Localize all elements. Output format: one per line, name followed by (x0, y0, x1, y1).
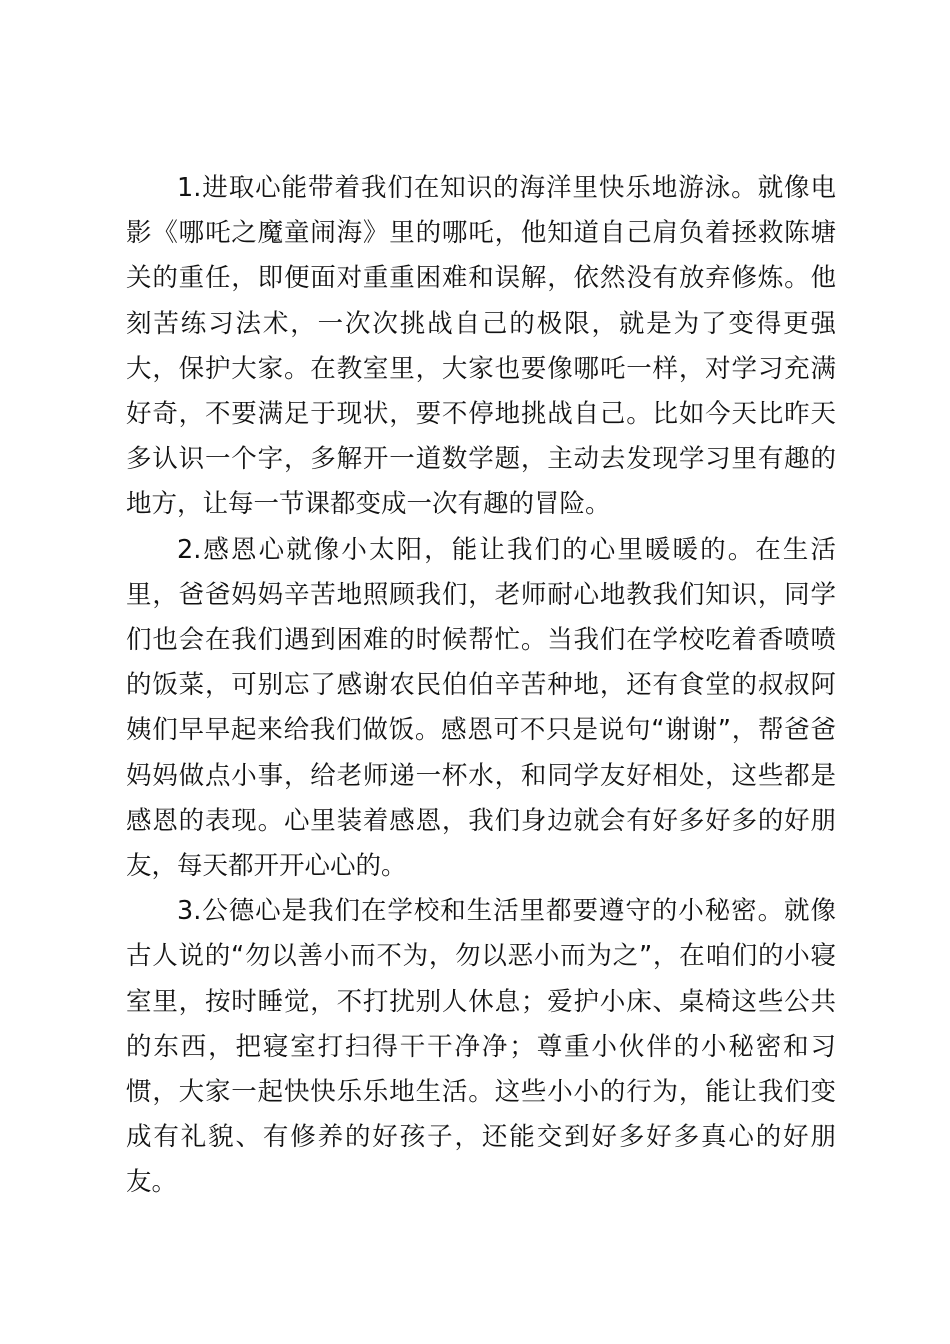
paragraph-2: 2.感恩心就像小太阳，能让我们的心里暖暖的。在生活里，爸爸妈妈辛苦地照顾我们，老师耐心地教我们知识，同学们也会在我们遇到困难的时候帮忙。当我们在学校吃着香喷喷的饭菜，可别忘了感谢农民伯伯辛苦种地，还有食堂的叔叔阿姨们早早起来给我们做饭。感恩可不只是说句“谢谢”，帮爸爸妈妈做点小事，给老师递一杯水，和同学友好相处，这些都是感恩的表现。心里装着感恩，我们身边就会有好多好多的好朋友，每天都开开心心的。 (126, 534, 836, 882)
document-body (126, 166, 836, 1206)
paragraph-3: 3.公德心是我们在学校和生活里都要遵守的小秘密。就像古人说的“勿以善小而不为，勿以恶小而为之”，在咱们的小寝室里，按时睡觉，不打扰别人休息；爱护小床、桌椅这些公共的东西，把寝室打扫得干干净净；尊重小伙伴的小秘密和习惯，大家一起快快乐乐地生活。这些小小的行为，能让我们变成有礼貌、有修养的好孩子，还能交到好多好多真心的好朋友。 (126, 896, 836, 1198)
paragraph-1: 1.进取心能带着我们在知识的海洋里快乐地游泳。就像电影《哪吒之魔童闹海》里的哪吒，他知道自己肩负着拯救陈塘关的重任，即便面对重重困难和误解，依然没有放弃修炼。他刻苦练习法术，一次次挑战自己的极限，就是为了变得更强大，保护大家。在教室里，大家也要像哪吒一样，对学习充满好奇，不要满足于现状，要不停地挑战自己。比如今天比昨天多认识一个字，多解开一道数学题，主动去发现学习里有趣的地方，让每一节课都变成一次有趣的冒险。 (126, 173, 836, 520)
